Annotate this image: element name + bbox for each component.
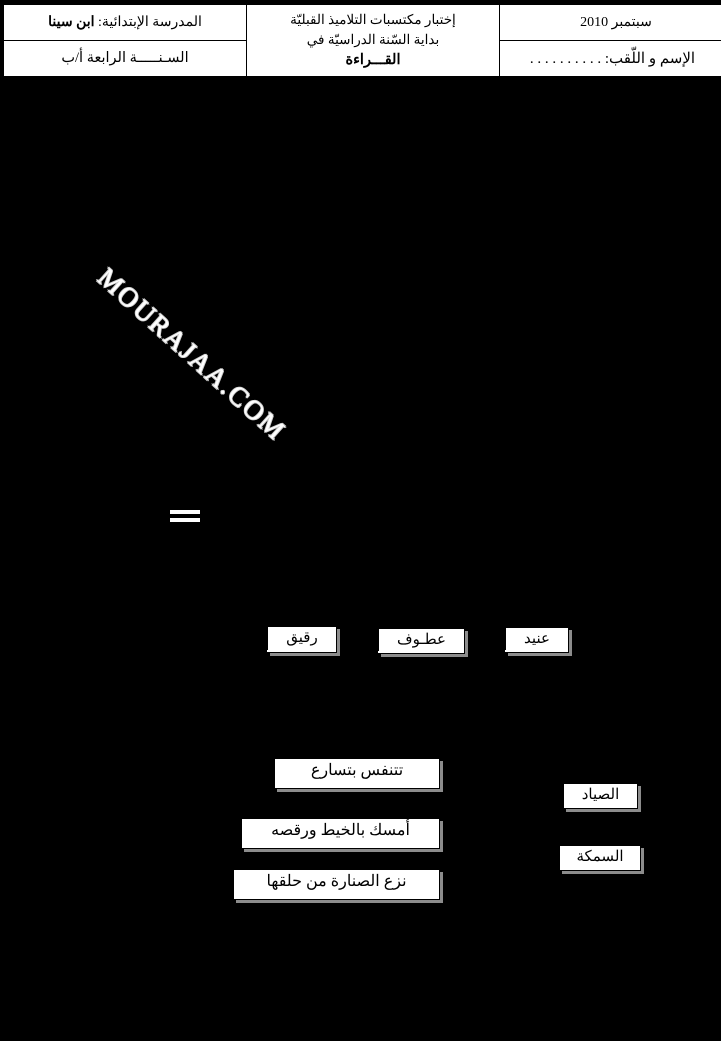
watermark-text: MOURAJAA.COM: [91, 262, 293, 447]
underline-rule-1: [505, 650, 567, 652]
header-date-cell: سبتمبر 2010: [500, 5, 721, 41]
exam-line-2: بداية السّنة الدراسيّة في: [306, 31, 440, 47]
equals-mark-icon: [170, 510, 200, 528]
phrase-box-2[interactable]: أمسك بالخيط ورقصه: [241, 818, 440, 849]
table-row: [4, 5, 721, 41]
word-box-1[interactable]: عنيد: [505, 627, 569, 653]
subject-box-fish[interactable]: السمكة: [559, 845, 641, 871]
header-exam-cell: [247, 5, 500, 77]
header-school-cell: [4, 5, 247, 41]
word-box-3[interactable]: رقيق: [267, 626, 337, 653]
header-table: [3, 4, 721, 77]
school-label: المدرسة الإبتدائية:: [98, 15, 202, 30]
phrase-box-3[interactable]: نزع الصنارة من حلقها: [233, 869, 440, 900]
exam-subject: القـــراءة: [345, 51, 401, 68]
word-box-2[interactable]: عطـوف: [378, 628, 465, 654]
phrase-box-1[interactable]: تتنفس بتسارع: [274, 758, 440, 789]
subject-box-fisherman[interactable]: الصياد: [563, 783, 638, 809]
exam-line-1: إختبار مكتسبات التلاميذ القبليّة: [290, 12, 456, 28]
header-year-cell: السـنـــــة الرابعة أ/ب: [4, 41, 247, 77]
header-student-name-cell: الإسم و اللّقب: . . . . . . . . . .: [500, 41, 721, 77]
underline-rule-3: [267, 650, 335, 652]
school-name: ابن سينا: [48, 15, 95, 30]
underline-rule-2: [378, 651, 463, 653]
